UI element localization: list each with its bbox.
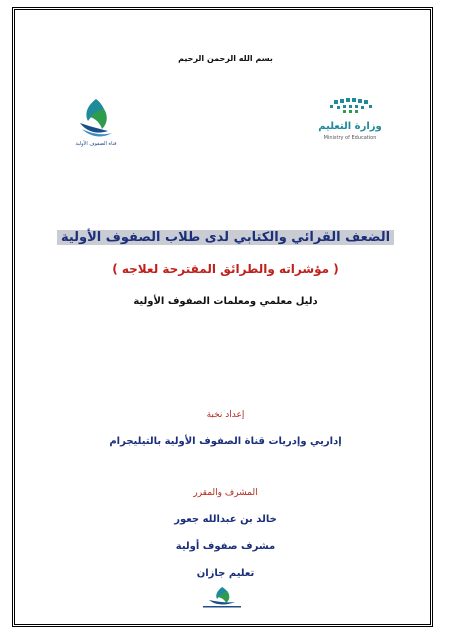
channel-logo-caption: قناة الصفوف الأولية bbox=[75, 141, 117, 147]
primary-grades-channel-logo bbox=[70, 95, 122, 147]
supervisor-role: مشرف صفوف أولية bbox=[175, 541, 276, 552]
department: تعليم جازان bbox=[196, 568, 255, 579]
ministry-of-education-logo bbox=[318, 98, 382, 144]
document-title: الضعف القرائي والكتابي لدى طلاب الصفوف الأولية bbox=[0, 230, 451, 245]
supervisor-label: المشرف والمقرر bbox=[193, 488, 258, 498]
basmala: بسم الله الرحمن الرحيم bbox=[178, 54, 273, 63]
ministry-logo-arabic: وزارة التعليم bbox=[318, 121, 382, 132]
prepared-by: إداريي وإدريات قناة الصفوف الأولية بالتيليجرام bbox=[109, 436, 342, 447]
document-subtitle: ( مؤشراته والطرائق المقترحة لعلاجه ) bbox=[112, 262, 339, 276]
channel-small-logo bbox=[197, 585, 247, 609]
prepared-label: إعداد نخبة bbox=[206, 410, 245, 420]
guide-label: دليل معلمي ومعلمات الصفوف الأولية bbox=[133, 296, 318, 307]
supervisor-name: خالد بن عبدالله جعور bbox=[174, 514, 277, 525]
ministry-logo-english: Ministry of Education bbox=[323, 135, 377, 141]
